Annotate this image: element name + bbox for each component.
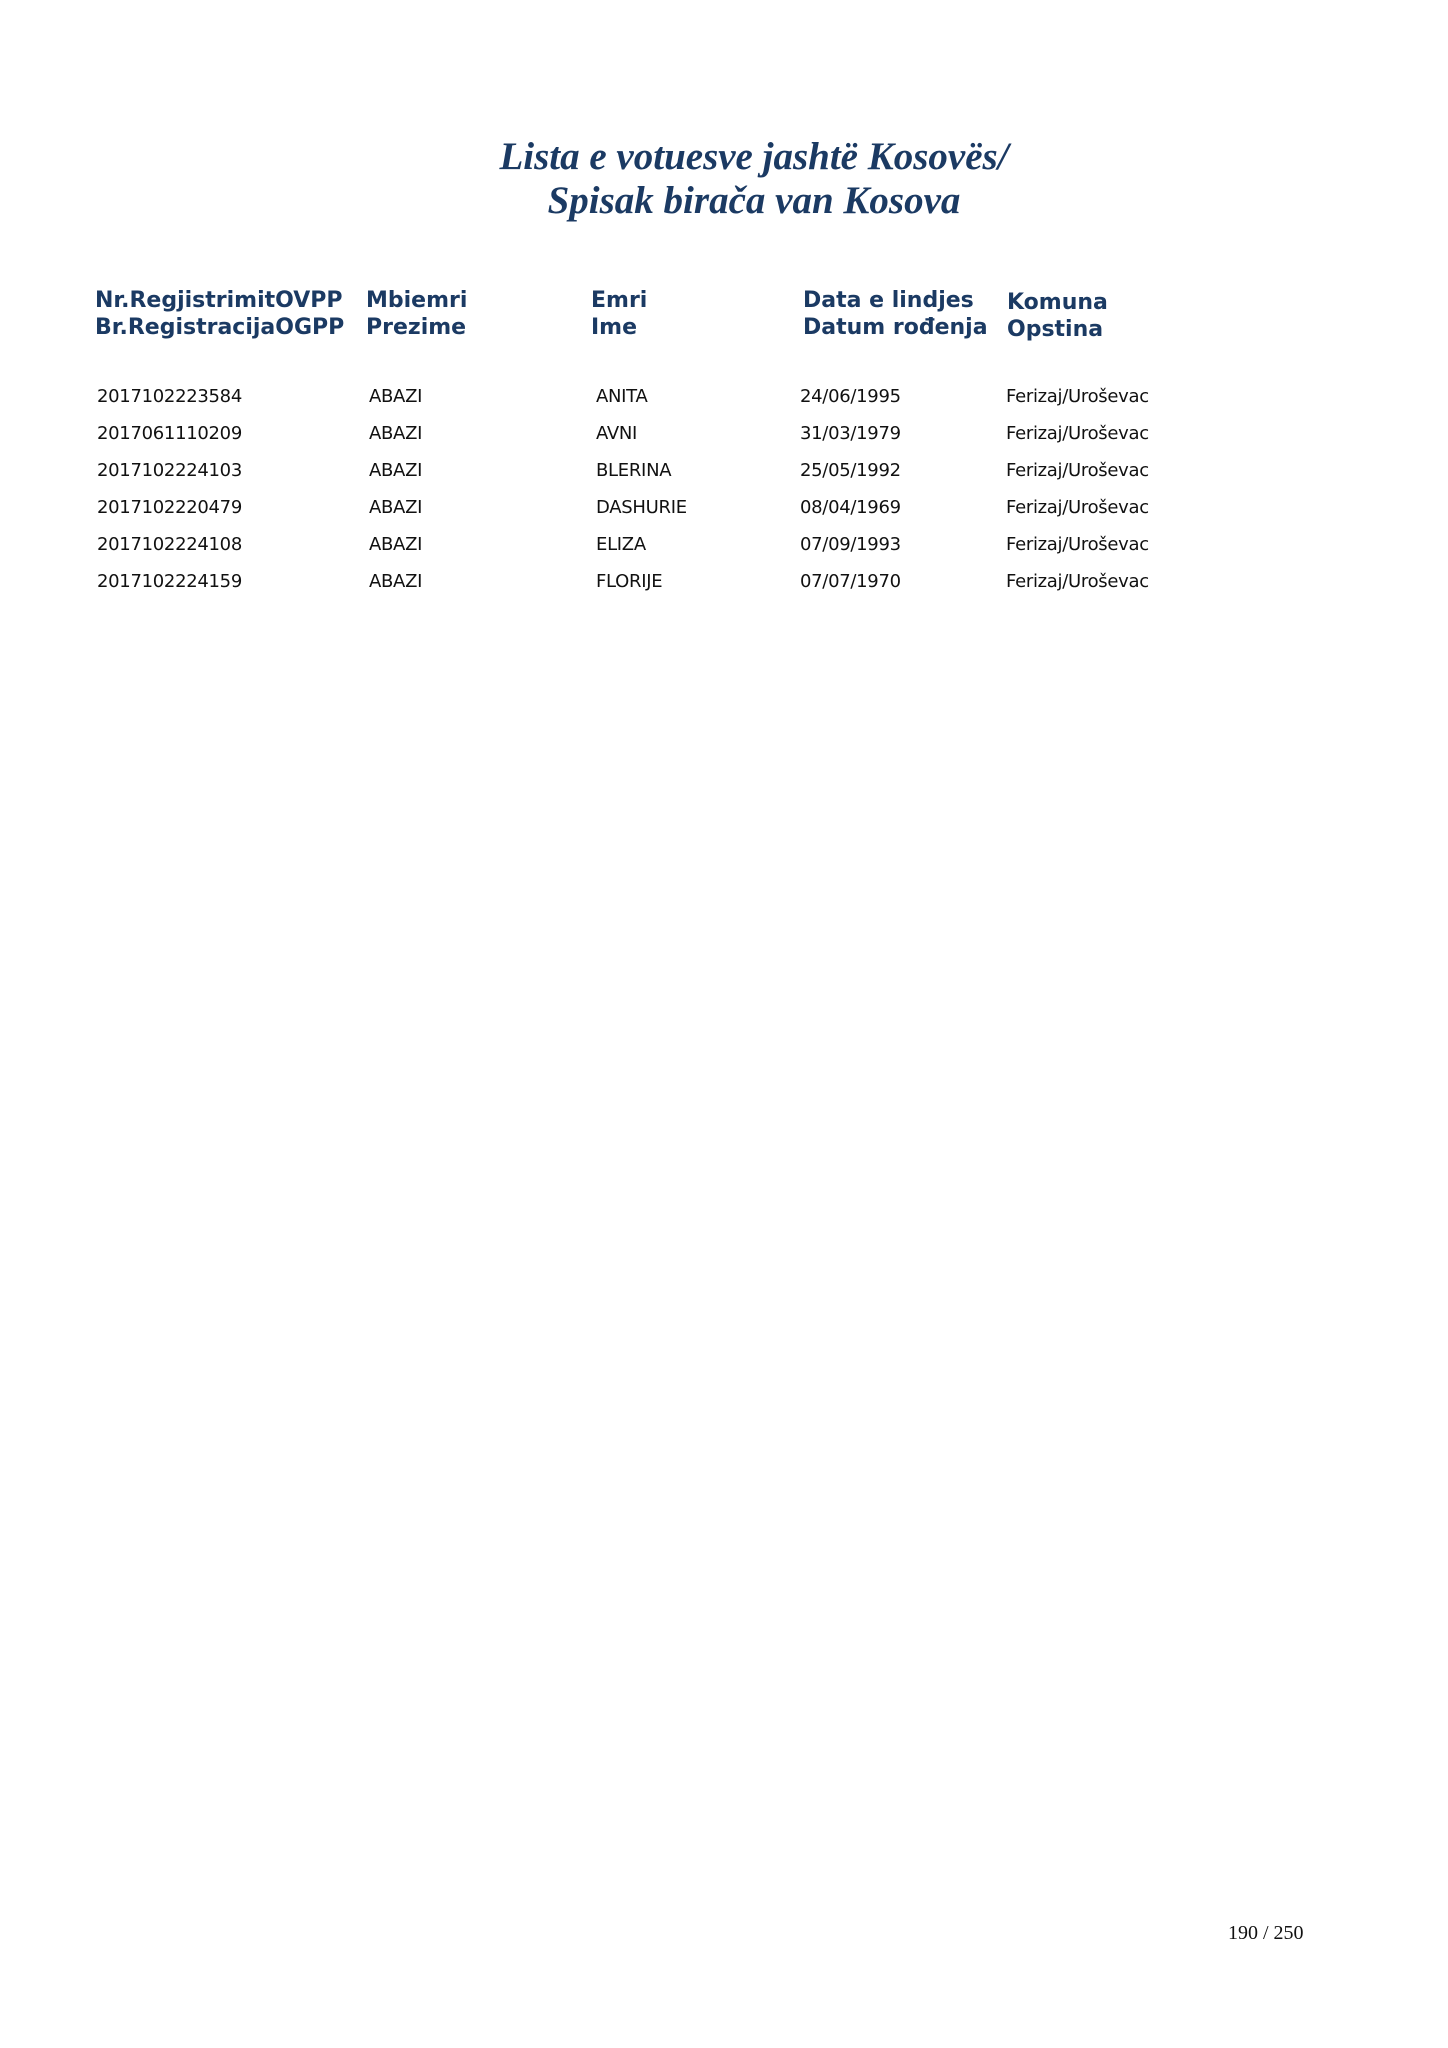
surname-cell: ABAZI — [369, 386, 423, 407]
birth-date-cell: 07/07/1970 — [800, 571, 901, 592]
surname-cell: ABAZI — [369, 571, 423, 592]
column-header-municipality — [1007, 289, 1108, 343]
header-line-1: Komuna — [1007, 290, 1108, 315]
table-row — [0, 530, 1448, 560]
table-row — [0, 382, 1448, 412]
registration-number-cell: 2017102220479 — [97, 497, 242, 518]
municipality-cell: Ferizaj/Uroševac — [1006, 386, 1149, 407]
municipality-cell: Ferizaj/Uroševac — [1006, 497, 1149, 518]
registration-number-cell: 2017102223584 — [97, 386, 242, 407]
surname-cell: ABAZI — [369, 497, 423, 518]
table-row — [0, 567, 1448, 597]
birth-date-cell: 25/05/1992 — [800, 460, 901, 481]
birth-date-cell: 24/06/1995 — [800, 386, 901, 407]
registration-number-cell: 2017102224108 — [97, 534, 242, 555]
surname-cell: ABAZI — [369, 534, 423, 555]
column-header-first-name — [591, 287, 647, 341]
municipality-cell: Ferizaj/Uroševac — [1006, 423, 1149, 444]
header-line-1: Emri — [591, 288, 648, 313]
column-header-surname — [366, 287, 467, 341]
table-row — [0, 493, 1448, 523]
surname-cell: ABAZI — [369, 423, 423, 444]
first-name-cell: BLERINA — [596, 460, 672, 481]
first-name-cell: FLORIJE — [596, 571, 663, 592]
surname-cell: ABAZI — [369, 460, 423, 481]
registration-number-cell: 2017102224103 — [97, 460, 242, 481]
birth-date-cell: 31/03/1979 — [800, 423, 901, 444]
header-line-2: Br.RegistracijaOGPP — [95, 315, 345, 340]
document-title-serbian: Spisak birača van Kosova — [547, 179, 961, 222]
registration-number-cell: 2017061110209 — [97, 423, 242, 444]
table-row — [0, 456, 1448, 486]
header-line-2: Prezime — [366, 315, 467, 340]
header-line-1: Data e lindjes — [803, 288, 974, 313]
table-row — [0, 419, 1448, 449]
birth-date-cell: 08/04/1969 — [800, 497, 901, 518]
header-line-1: Mbiemri — [366, 288, 468, 313]
first-name-cell: ANITA — [596, 386, 648, 407]
birth-date-cell: 07/09/1993 — [800, 534, 901, 555]
municipality-cell: Ferizaj/Uroševac — [1006, 460, 1149, 481]
first-name-cell: DASHURIE — [596, 497, 687, 518]
page-number: 190 / 250 — [1228, 1922, 1304, 1944]
header-line-2: Opstina — [1007, 317, 1104, 342]
document-title-albanian: Lista e votuesve jashtë Kosovës/ — [499, 135, 1009, 178]
first-name-cell: AVNI — [596, 423, 638, 444]
registration-number-cell: 2017102224159 — [97, 571, 242, 592]
header-line-1: Nr.RegjistrimitOVPP — [95, 288, 343, 313]
municipality-cell: Ferizaj/Uroševac — [1006, 571, 1149, 592]
first-name-cell: ELIZA — [596, 534, 646, 555]
column-header-registration-number — [95, 287, 344, 341]
header-line-2: Datum rođenja — [803, 315, 988, 340]
header-line-2: Ime — [591, 315, 638, 340]
municipality-cell: Ferizaj/Uroševac — [1006, 534, 1149, 555]
column-header-birth-date — [803, 287, 988, 341]
